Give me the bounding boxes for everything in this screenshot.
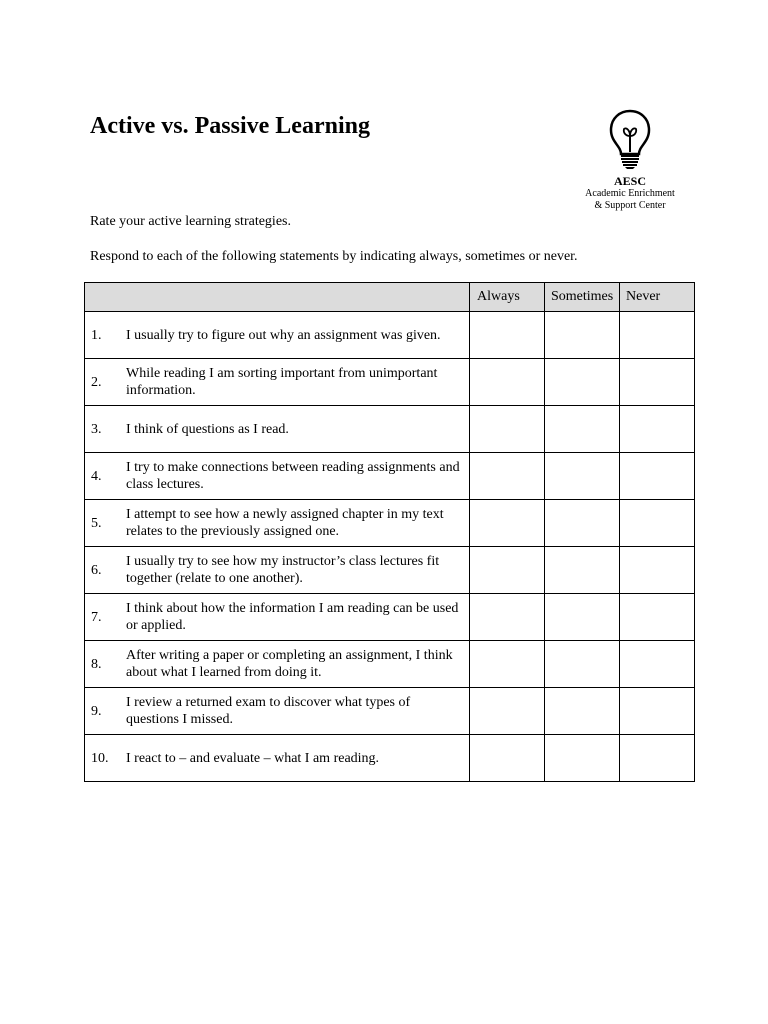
- table-row: [85, 594, 695, 641]
- header-always: Always: [470, 283, 545, 312]
- statement-text: I think of questions as I read.: [126, 421, 289, 437]
- rating-cell-always[interactable]: [470, 312, 545, 359]
- statement-text: While reading I am sorting important from unimportant information.: [126, 366, 438, 398]
- table-row: [85, 312, 695, 359]
- rating-cell-sometimes[interactable]: [545, 359, 620, 406]
- statement-number: 4.: [91, 468, 102, 484]
- header-never: Never: [620, 283, 695, 312]
- rating-cell-always[interactable]: [470, 453, 545, 500]
- rating-cell-sometimes[interactable]: [545, 312, 620, 359]
- statement-cell: [85, 406, 470, 453]
- header-statement-cell: [85, 283, 470, 312]
- rating-cell-never[interactable]: [620, 735, 695, 782]
- rating-cell-never[interactable]: [620, 312, 695, 359]
- rating-cell-sometimes[interactable]: [545, 406, 620, 453]
- statement-number: 7.: [91, 609, 102, 625]
- rating-cell-never[interactable]: [620, 688, 695, 735]
- header-sometimes: Sometimes: [545, 283, 620, 312]
- rating-cell-never[interactable]: [620, 453, 695, 500]
- rating-cell-sometimes[interactable]: [545, 500, 620, 547]
- rating-cell-sometimes[interactable]: [545, 641, 620, 688]
- rating-cell-sometimes[interactable]: [545, 688, 620, 735]
- statement-number: 10.: [91, 750, 109, 766]
- rating-cell-always[interactable]: [470, 641, 545, 688]
- table-row: [85, 500, 695, 547]
- statement-cell: [85, 594, 470, 641]
- rating-cell-always[interactable]: [470, 500, 545, 547]
- statement-text: I attempt to see how a newly assigned chapter in my text relates to the previously assigned one.: [126, 507, 444, 539]
- rating-cell-always[interactable]: [470, 547, 545, 594]
- table-row: [85, 735, 695, 782]
- table-header-row: [85, 283, 695, 312]
- statement-text: I review a returned exam to discover what types of questions I missed.: [126, 695, 411, 727]
- statement-text: I try to make connections between reading assignments and class lectures.: [126, 460, 460, 492]
- statement-text: After writing a paper or completing an assignment, I think about what I learned from doing it.: [126, 648, 453, 680]
- table-row: [85, 547, 695, 594]
- rating-cell-always[interactable]: [470, 406, 545, 453]
- logo-subtitle-line2: & Support Center: [594, 200, 666, 211]
- statement-number: 6.: [91, 562, 102, 578]
- statement-text: I usually try to figure out why an assignment was given.: [126, 327, 441, 343]
- intro-rate-text: Rate your active learning strategies.: [90, 214, 291, 229]
- rating-cell-sometimes[interactable]: [545, 453, 620, 500]
- rating-cell-always[interactable]: [470, 688, 545, 735]
- statement-text: I usually try to see how my instructor’s class lectures fit together (relate to one another).: [126, 554, 440, 586]
- page-title: Active vs. Passive Learning: [90, 113, 370, 139]
- statement-cell: [85, 312, 470, 359]
- rating-cell-sometimes[interactable]: [545, 594, 620, 641]
- statement-cell: [85, 735, 470, 782]
- rating-cell-always[interactable]: [470, 359, 545, 406]
- logo-subtitle-line1: Academic Enrichment: [585, 188, 675, 199]
- statement-number: 1.: [91, 327, 102, 343]
- rating-cell-never[interactable]: [620, 406, 695, 453]
- rating-cell-sometimes[interactable]: [545, 547, 620, 594]
- statement-cell: [85, 359, 470, 406]
- rating-cell-never[interactable]: [620, 594, 695, 641]
- rating-cell-always[interactable]: [470, 594, 545, 641]
- statement-cell: [85, 500, 470, 547]
- statement-number: 8.: [91, 656, 102, 672]
- table-row: [85, 453, 695, 500]
- rating-cell-never[interactable]: [620, 359, 695, 406]
- table-row: [85, 359, 695, 406]
- rating-cell-never[interactable]: [620, 547, 695, 594]
- statement-number: 5.: [91, 515, 102, 531]
- statement-text: I react to – and evaluate – what I am reading.: [126, 750, 380, 766]
- rating-cell-never[interactable]: [620, 641, 695, 688]
- table-row: [85, 641, 695, 688]
- rating-cell-never[interactable]: [620, 500, 695, 547]
- aesc-logo: [575, 108, 685, 212]
- statement-number: 3.: [91, 421, 102, 437]
- statement-cell: [85, 688, 470, 735]
- intro-respond-text: Respond to each of the following statements by indicating always, sometimes or never.: [90, 249, 578, 264]
- logo-name: AESC: [613, 174, 646, 188]
- table-row: [85, 688, 695, 735]
- statement-text: I think about how the information I am reading can be used or applied.: [126, 601, 459, 633]
- table-row: [85, 406, 695, 453]
- statement-cell: [85, 641, 470, 688]
- survey-table: [84, 282, 695, 782]
- statement-number: 2.: [91, 374, 102, 390]
- lightbulb-icon: [598, 108, 662, 170]
- statement-cell: [85, 547, 470, 594]
- statement-number: 9.: [91, 703, 102, 719]
- rating-cell-always[interactable]: [470, 735, 545, 782]
- statement-cell: [85, 453, 470, 500]
- rating-cell-sometimes[interactable]: [545, 735, 620, 782]
